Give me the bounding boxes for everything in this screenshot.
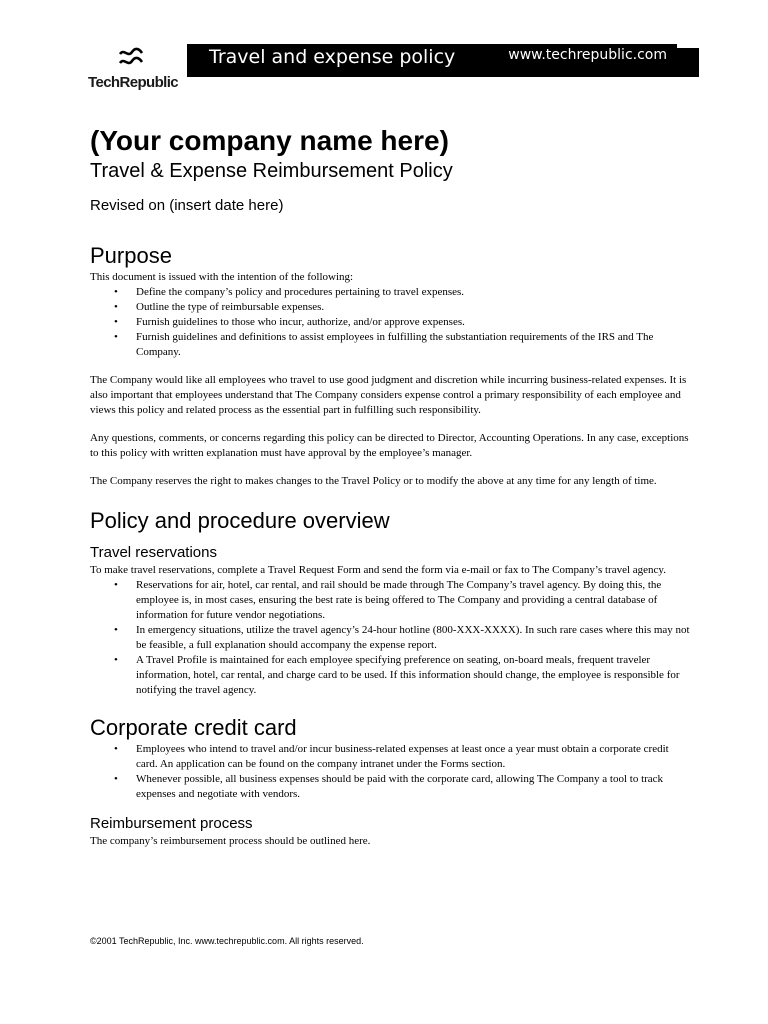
list-item: • Furnish guidelines to those who incur, authorize, and/or approve expenses. xyxy=(90,315,690,330)
list-item: • Outline the type of reimbursable expenses. xyxy=(90,300,690,315)
techrepublic-logo xyxy=(88,44,188,94)
logo-wave-icon xyxy=(116,44,146,74)
purpose-intro: This document is issued with the intention of the following: xyxy=(90,271,354,283)
banner-shadow xyxy=(677,48,699,72)
purpose-list xyxy=(90,285,690,360)
credit-card-heading: Corporate credit card xyxy=(90,715,297,740)
list-item: • Reservations for air, hotel, car rental, and rail should be made through The Company’s travel agency. By doing this, the employee is, in most cases, ensuring the best rate is being offered to The Company and providing a central database of information for future vendor negotiations. xyxy=(90,578,690,623)
banner-title: Travel and expense policy xyxy=(209,46,456,68)
footer-copyright: ©2001 TechRepublic, Inc. www.techrepublic.com. All rights reserved. xyxy=(90,936,364,946)
purpose-paragraph-1: The Company would like all employees who travel to use good judgment and discretion while incurring business-related expenses. It is also important that employees understand that The Company considers expense control a primary responsibility of each employee and views this policy and related process as the essential part in fulfilling such responsibility. xyxy=(90,374,687,416)
purpose-heading: Purpose xyxy=(90,243,172,268)
document-body xyxy=(90,124,690,849)
list-item: • Furnish guidelines and definitions to assist employees in fulfilling the substantiation requirements of the IRS and The Company. xyxy=(90,330,690,360)
banner-url[interactable]: www.techrepublic.com xyxy=(508,47,667,63)
list-item: • In emergency situations, utilize the travel agency’s 24-hour hotline (800-XXX-XXXX). In such rare cases where this may not be feasible, a full explanation should accompany the expense report. xyxy=(90,623,690,653)
purpose-paragraph-2: Any questions, comments, or concerns regarding this policy can be directed to Director, Accounting Operations. In any case, exceptions to this policy with written explanation must have approval by the employee’s manager. xyxy=(90,432,689,459)
revised-date: Revised on (insert date here) xyxy=(90,197,284,214)
document-subtitle: Travel & Expense Reimbursement Policy xyxy=(90,160,453,182)
overview-heading: Policy and procedure overview xyxy=(90,508,390,533)
list-item: • Employees who intend to travel and/or incur business-related expenses at least once a year must obtain a corporate credit card. An application can be found on the company intranet under the Forms section. xyxy=(90,742,690,772)
travel-reservations-list xyxy=(90,578,690,698)
logo-text: TechRepublic xyxy=(88,74,179,91)
reimbursement-text: The company’s reimbursement process should be outlined here. xyxy=(90,835,371,847)
header-banner xyxy=(187,44,677,72)
list-item: • Whenever possible, all business expenses should be paid with the corporate card, allowing The Company a tool to track expenses and negotiate with vendors. xyxy=(90,772,690,802)
list-item: • Define the company’s policy and procedures pertaining to travel expenses. xyxy=(90,285,690,300)
credit-card-list xyxy=(90,742,690,802)
travel-reservations-intro: To make travel reservations, complete a Travel Request Form and send the form via e-mail or fax to The Company’s travel agency. xyxy=(90,564,666,576)
list-item: • A Travel Profile is maintained for each employee specifying preference on seating, on-board meals, frequent traveler information, hotel, car rental, and charge card to be used. If this information should change, the employee is responsible for notifying the travel agency. xyxy=(90,653,690,698)
company-name: (Your company name here) xyxy=(90,125,449,156)
reimbursement-heading: Reimbursement process xyxy=(90,815,253,832)
header-rule xyxy=(187,72,699,77)
travel-reservations-heading: Travel reservations xyxy=(90,544,217,561)
purpose-paragraph-3: The Company reserves the right to makes changes to the Travel Policy or to modify the above at any time for any length of time. xyxy=(90,475,657,487)
